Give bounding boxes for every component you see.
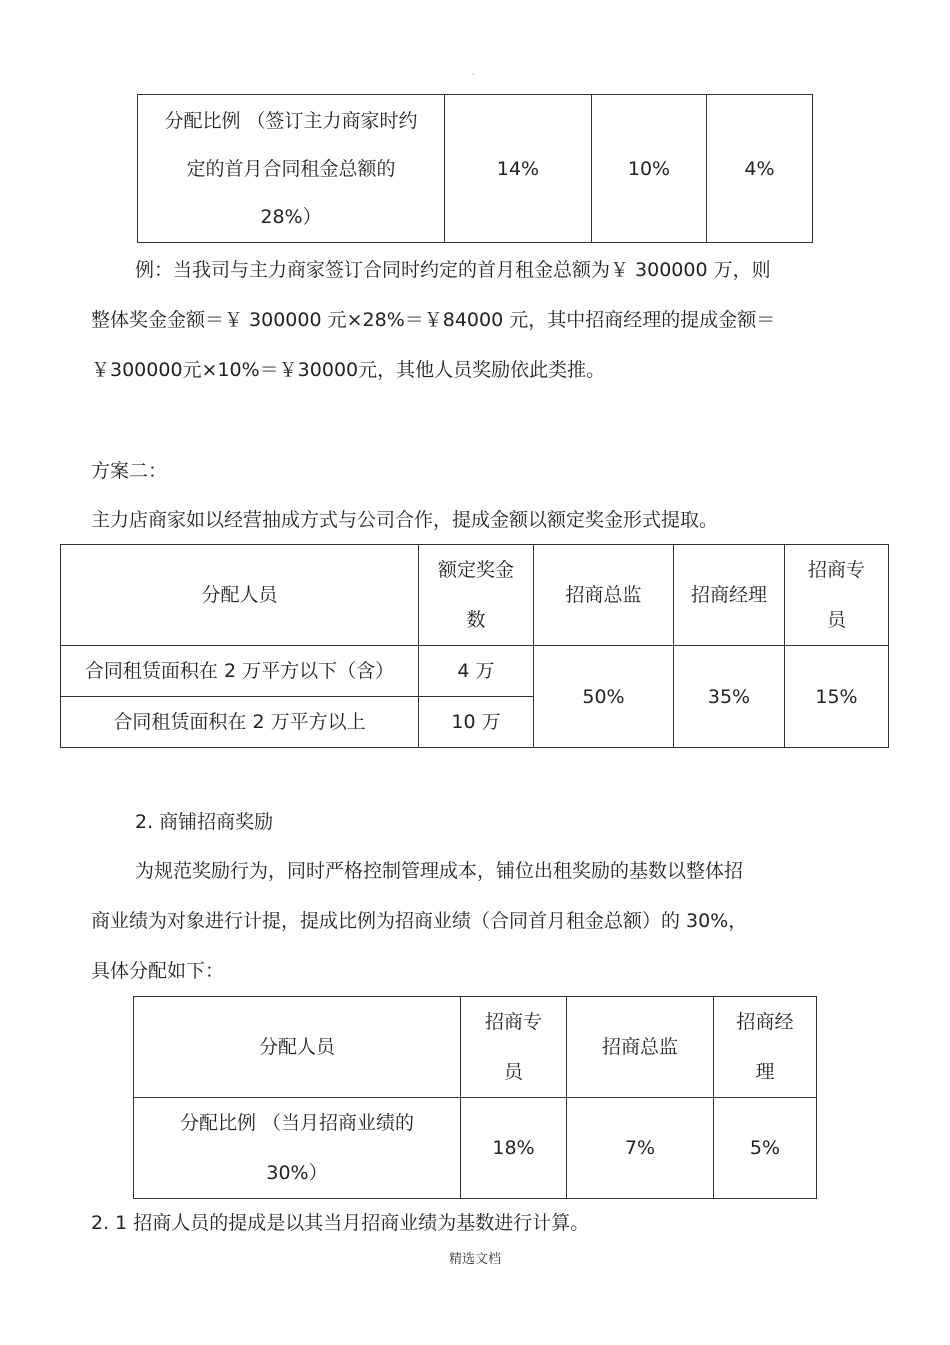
ratio-label-line: 分配比例 （签订主力商家时约 xyxy=(164,109,418,132)
ratio-label-line: 定的首月合同租金总额的 xyxy=(186,157,396,180)
ratio-value-cell: 5% xyxy=(714,1098,817,1199)
header-line: 理 xyxy=(755,1061,775,1083)
section2-heading: 2. 商铺招商奖励 xyxy=(135,811,274,833)
header-line: 招商专 xyxy=(807,559,865,581)
section2-line: 为规范奖励行为，同时严格控制管理成本，铺位出租奖励的基数以整体招 xyxy=(135,860,744,882)
ratio-label-line: 30%） xyxy=(266,1162,328,1184)
row-amount: 4 万 xyxy=(419,646,534,697)
example-line: 例：当我司与主力商家签订合同时约定的首月租金总额为￥ 300000 万，则 xyxy=(135,259,771,281)
ratio-label-line: 分配比例 （当月招商业绩的 xyxy=(179,1112,415,1134)
ratio-value-cell: 4% xyxy=(707,95,813,243)
header-director: 招商总监 xyxy=(567,997,714,1098)
header-staff: 分配人员 xyxy=(61,545,419,646)
ratio-label-line: 28%） xyxy=(260,205,322,228)
example-line: ￥300000元×10%＝￥30000元，其他人员奖励依此类推。 xyxy=(91,359,606,381)
header-fixed-bonus xyxy=(419,545,534,646)
header-line: 员 xyxy=(503,1061,523,1083)
header-manager xyxy=(714,997,817,1098)
section2-line: 具体分配如下： xyxy=(91,960,225,982)
header-specialist xyxy=(461,997,567,1098)
header-manager: 招商经理 xyxy=(674,545,785,646)
share-specialist: 15% xyxy=(785,646,889,748)
row-label: 合同租赁面积在 2 万平方以上 xyxy=(61,697,419,748)
plan2-description: 主力店商家如以经营抽成方式与公司合作，提成金额以额定奖金形式提取。 xyxy=(91,509,719,531)
shop-allocation-table xyxy=(133,996,817,1199)
footer-label: 精选文档 xyxy=(448,1252,501,1267)
top-mark: · xyxy=(472,70,475,79)
header-line: 额定奖金 xyxy=(437,559,514,581)
row-label: 合同租赁面积在 2 万平方以下（含） xyxy=(61,646,419,697)
share-director: 50% xyxy=(534,646,674,748)
ratio-label-cell xyxy=(138,95,445,243)
header-staff: 分配人员 xyxy=(134,997,461,1098)
header-director: 招商总监 xyxy=(534,545,674,646)
share-manager: 35% xyxy=(674,646,785,748)
plan2-heading: 方案二： xyxy=(91,460,168,482)
example-line: 整体奖金金额＝￥ 300000 元×28%＝￥84000 元，其中招商经理的提成金额＝ xyxy=(91,309,776,331)
ratio-label-cell xyxy=(134,1098,461,1199)
header-line: 员 xyxy=(826,609,846,631)
ratio-value-cell: 7% xyxy=(567,1098,714,1199)
fixed-bonus-table xyxy=(60,544,889,748)
header-line: 招商经 xyxy=(736,1011,794,1033)
final-line: 2. 1 招商人员的提成是以其当月招商业绩为基数进行计算。 xyxy=(91,1212,590,1234)
ratio-value-cell: 10% xyxy=(592,95,707,243)
allocation-ratio-table-1 xyxy=(137,94,813,243)
ratio-value-cell: 14% xyxy=(445,95,592,243)
header-line: 招商专 xyxy=(484,1011,542,1033)
ratio-value-cell: 18% xyxy=(461,1098,567,1199)
header-line: 数 xyxy=(466,609,486,631)
row-amount: 10 万 xyxy=(419,697,534,748)
section2-line: 商业绩为对象进行计提，提成比例为招商业绩（合同首月租金总额）的 30%， xyxy=(91,910,748,932)
header-specialist xyxy=(785,545,889,646)
